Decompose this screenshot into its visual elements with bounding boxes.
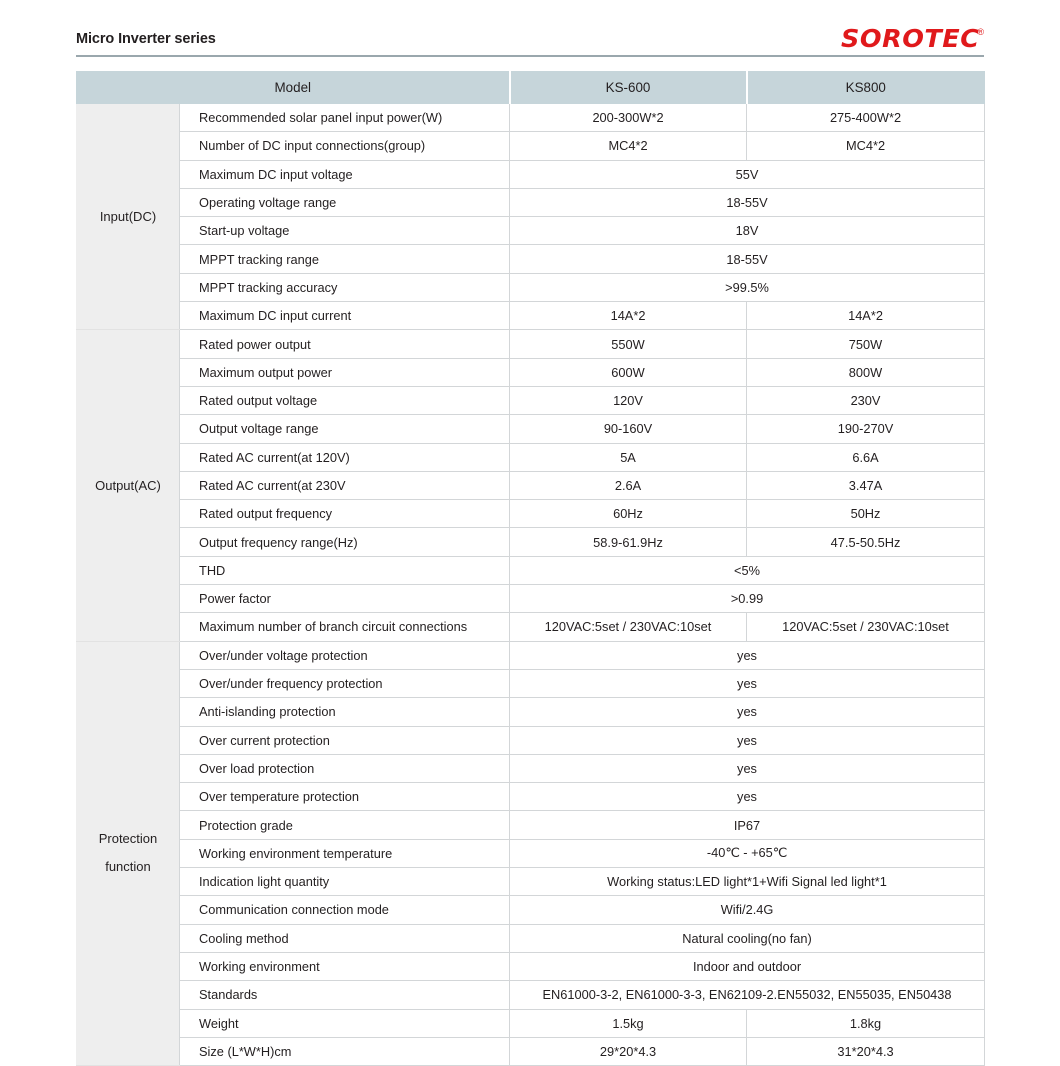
table-row <box>77 811 985 839</box>
value-cell-both-models: -40℃ - +65℃ <box>510 839 985 867</box>
parameter-label: Rated output frequency <box>180 500 510 528</box>
value-cell-both-models: yes <box>510 698 985 726</box>
table-row <box>77 415 985 443</box>
value-cell-ks600: 58.9-61.9Hz <box>510 528 747 556</box>
banner-divider <box>76 55 984 57</box>
value-cell-ks600: 550W <box>510 330 747 358</box>
parameter-label: Maximum DC input voltage <box>180 160 510 188</box>
value-cell-ks800: 120VAC:5set / 230VAC:10set <box>747 613 985 641</box>
table-row <box>77 1037 985 1065</box>
value-cell-ks600: 120VAC:5set / 230VAC:10set <box>510 613 747 641</box>
table-header-row <box>77 72 985 104</box>
category-label-protection-line2: function <box>105 859 151 875</box>
value-cell-ks600: 5A <box>510 443 747 471</box>
table-row <box>77 641 985 669</box>
value-cell-both-models: >0.99 <box>510 585 985 613</box>
parameter-label: Standards <box>180 981 510 1009</box>
value-cell-both-models: >99.5% <box>510 273 985 301</box>
value-cell-ks800: 800W <box>747 358 985 386</box>
value-cell-ks600: 90-160V <box>510 415 747 443</box>
parameter-label: Maximum DC input current <box>180 302 510 330</box>
table-row <box>77 273 985 301</box>
column-header-ks600: KS-600 <box>510 72 747 104</box>
value-cell-both-models: yes <box>510 783 985 811</box>
column-header-ks800: KS800 <box>747 72 985 104</box>
parameter-label: THD <box>180 556 510 584</box>
table-row <box>77 556 985 584</box>
parameter-label: Anti-islanding protection <box>180 698 510 726</box>
table-row <box>77 585 985 613</box>
category-cell-protection <box>77 641 180 1065</box>
parameter-label: Weight <box>180 1009 510 1037</box>
parameter-label: Over load protection <box>180 754 510 782</box>
parameter-label: Power factor <box>180 585 510 613</box>
parameter-label: MPPT tracking accuracy <box>180 273 510 301</box>
table-row <box>77 358 985 386</box>
value-cell-ks800: 230V <box>747 386 985 414</box>
specifications-table <box>76 71 985 1066</box>
value-cell-ks800: 47.5-50.5Hz <box>747 528 985 556</box>
value-cell-ks800: 3.47A <box>747 471 985 499</box>
value-cell-ks800: 1.8kg <box>747 1009 985 1037</box>
category-cell-output: Output(AC) <box>77 330 180 641</box>
table-row <box>77 330 985 358</box>
table-row <box>77 783 985 811</box>
table-row <box>77 217 985 245</box>
table-row <box>77 188 985 216</box>
value-cell-ks600: MC4*2 <box>510 132 747 160</box>
value-cell-both-models: EN61000-3-2, EN61000-3-3, EN62109-2.EN55032, EN55035, EN50438 <box>510 981 985 1009</box>
table-row <box>77 924 985 952</box>
table-row <box>77 386 985 414</box>
table-row <box>77 839 985 867</box>
table-row <box>77 952 985 980</box>
value-cell-ks800: 275-400W*2 <box>747 104 985 132</box>
value-cell-ks600: 600W <box>510 358 747 386</box>
value-cell-both-models: Wifi/2.4G <box>510 896 985 924</box>
value-cell-ks800: MC4*2 <box>747 132 985 160</box>
value-cell-ks600: 1.5kg <box>510 1009 747 1037</box>
table-row <box>77 1009 985 1037</box>
value-cell-ks800: 14A*2 <box>747 302 985 330</box>
value-cell-ks800: 6.6A <box>747 443 985 471</box>
page-title: Micro Inverter series <box>76 31 216 47</box>
table-row <box>77 160 985 188</box>
value-cell-ks600: 2.6A <box>510 471 747 499</box>
parameter-label: Maximum number of branch circuit connections <box>180 613 510 641</box>
parameter-label: Working environment temperature <box>180 839 510 867</box>
parameter-label: Rated output voltage <box>180 386 510 414</box>
value-cell-both-models: 18V <box>510 217 985 245</box>
parameter-label: Output voltage range <box>180 415 510 443</box>
parameter-label: Communication connection mode <box>180 896 510 924</box>
sorotec-logo <box>841 26 984 54</box>
parameter-label: Protection grade <box>180 811 510 839</box>
table-row <box>77 726 985 754</box>
table-row <box>77 132 985 160</box>
value-cell-both-models: yes <box>510 669 985 697</box>
logo-wordmark: SOROTEC <box>840 24 980 53</box>
value-cell-both-models: yes <box>510 641 985 669</box>
value-cell-both-models: Working status:LED light*1+Wifi Signal led light*1 <box>510 868 985 896</box>
table-row <box>77 104 985 132</box>
value-cell-ks600: 120V <box>510 386 747 414</box>
parameter-label: Start-up voltage <box>180 217 510 245</box>
value-cell-ks800: 31*20*4.3 <box>747 1037 985 1065</box>
table-row <box>77 471 985 499</box>
parameter-label: Output frequency range(Hz) <box>180 528 510 556</box>
parameter-label: Over current protection <box>180 726 510 754</box>
value-cell-both-models: 18-55V <box>510 188 985 216</box>
table-row <box>77 698 985 726</box>
parameter-label: Cooling method <box>180 924 510 952</box>
page-banner <box>76 26 984 60</box>
value-cell-both-models: Indoor and outdoor <box>510 952 985 980</box>
table-row <box>77 528 985 556</box>
parameter-label: Recommended solar panel input power(W) <box>180 104 510 132</box>
parameter-label: Operating voltage range <box>180 188 510 216</box>
parameter-label: Size (L*W*H)cm <box>180 1037 510 1065</box>
table-row <box>77 896 985 924</box>
table-row <box>77 981 985 1009</box>
value-cell-both-models: 55V <box>510 160 985 188</box>
value-cell-ks800: 190-270V <box>747 415 985 443</box>
value-cell-ks600: 60Hz <box>510 500 747 528</box>
parameter-label: Indication light quantity <box>180 868 510 896</box>
value-cell-ks800: 50Hz <box>747 500 985 528</box>
value-cell-both-models: <5% <box>510 556 985 584</box>
registered-trademark-icon: ® <box>977 27 984 37</box>
parameter-label: Rated power output <box>180 330 510 358</box>
table-row <box>77 302 985 330</box>
table-row <box>77 443 985 471</box>
value-cell-ks800: 750W <box>747 330 985 358</box>
table-row <box>77 669 985 697</box>
table-row <box>77 868 985 896</box>
parameter-label: Over temperature protection <box>180 783 510 811</box>
value-cell-both-models: yes <box>510 726 985 754</box>
value-cell-ks600: 200-300W*2 <box>510 104 747 132</box>
table-row <box>77 500 985 528</box>
parameter-label: MPPT tracking range <box>180 245 510 273</box>
category-cell-input: Input(DC) <box>77 104 180 330</box>
parameter-label: Number of DC input connections(group) <box>180 132 510 160</box>
parameter-label: Rated AC current(at 230V <box>180 471 510 499</box>
value-cell-both-models: IP67 <box>510 811 985 839</box>
value-cell-ks600: 29*20*4.3 <box>510 1037 747 1065</box>
value-cell-both-models: 18-55V <box>510 245 985 273</box>
value-cell-both-models: Natural cooling(no fan) <box>510 924 985 952</box>
value-cell-both-models: yes <box>510 754 985 782</box>
parameter-label: Over/under voltage protection <box>180 641 510 669</box>
category-label-protection-line1: Protection <box>98 831 158 847</box>
table-row <box>77 245 985 273</box>
table-row <box>77 613 985 641</box>
column-header-model: Model <box>77 72 510 104</box>
parameter-label: Rated AC current(at 120V) <box>180 443 510 471</box>
parameter-label: Over/under frequency protection <box>180 669 510 697</box>
parameter-label: Maximum output power <box>180 358 510 386</box>
parameter-label: Working environment <box>180 952 510 980</box>
table-row <box>77 754 985 782</box>
value-cell-ks600: 14A*2 <box>510 302 747 330</box>
